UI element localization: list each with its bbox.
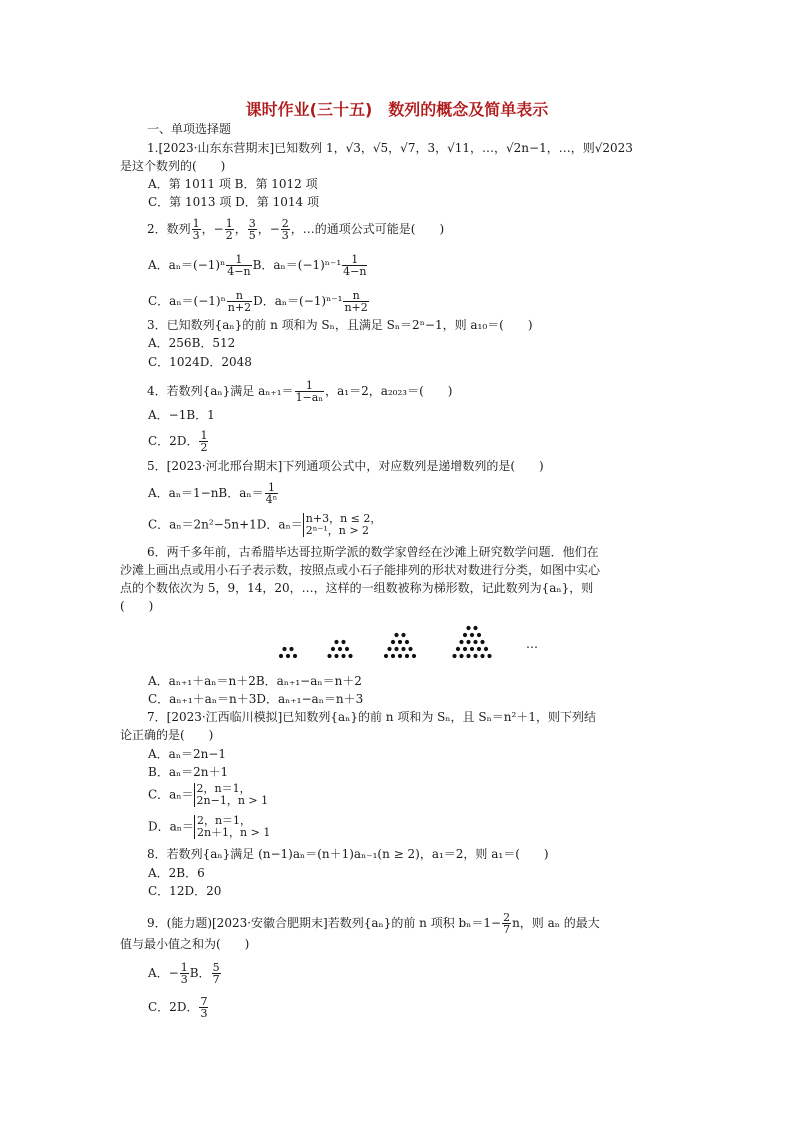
q7-option-a: A．aₙ＝2n−1 [148,747,227,761]
q6-line-4: ( ) [120,599,154,613]
section-heading: 一、单项选择题 [147,122,232,136]
q2-options-ab: A．aₙ＝(−1)ⁿ $\frac{1}{4-n}$ B．aₙ＝(−1)ⁿ⁻¹ $\frac{1}{4-n}$ [148,253,367,278]
figure-dot [408,647,412,651]
figure-dot [473,640,477,644]
figure-dot [477,633,481,637]
q7-optC-piecewise: 2，n＝1， 2n−1，n > 1 [194,783,269,807]
figure-dot [341,654,345,658]
figure-dot [452,654,456,658]
q2-optA-fraction: $\frac{1}{4-n}$ [227,253,251,278]
q7-line-2: 论正确的是( ) [120,728,214,742]
q9-fraction: $\frac{2}{7}$ [503,911,511,936]
q9-line-1: 9．(能力题)[2023·安徽合肥期末]若数列{aₙ}的前 n 项积 bₙ＝1− $\frac{2}{7}$ n，则 aₙ 的最大 [147,911,600,936]
figure-dot [394,647,398,651]
figure-dot [401,647,405,651]
figure-dot [398,640,402,644]
figure-dot [480,640,484,644]
figure-dot [391,640,395,644]
q2-fraction-2: $\frac{1}{2}$ [225,217,233,242]
figure-dot [394,633,398,637]
q2-fraction-1: $\frac{1}{3}$ [192,217,200,242]
figure-dot [387,647,391,651]
figure-dot [293,654,297,658]
q3-options-ab: A．256B．512 [148,336,236,350]
q2-optC-fraction: $\frac{n}{n+2}$ [227,289,252,314]
q1-options-ab: A．第 1011 项 B．第 1012 项 [148,177,318,191]
figure-dot [463,633,467,637]
q9-line-2: 值与最小值之和为( ) [120,937,250,951]
q5-options-ab: A．aₙ＝1−nB．aₙ＝ $\frac{1}{\text{4ⁿ}}$ [148,481,278,506]
figure-dot [459,654,463,658]
figure-dot [487,654,491,658]
figure-dot [484,647,488,651]
q2-stem: 2．数列 $\frac{1}{3}$ ，− $\frac{1}{2}$ ， $\frac{3}{5}$ ，− $\frac{2}{3}$ ，…的通项公式可能是( ) [147,217,445,242]
q3-options-cd: C．1024D．2048 [148,355,252,369]
q6-line-2: 沙滩上画出点或用小石子表示数，按照点或小石子能排列的形状对数进行分类，如图中实心 [120,563,601,577]
q2-fraction-3: $\frac{3}{5}$ [248,217,256,242]
q2-optD-fraction: $\frac{n}{n+2}$ [344,289,368,314]
figure-dot [348,654,352,658]
figure-dot [470,647,474,651]
q2-optB-fraction: $\frac{1}{4-n}$ [343,253,367,278]
q8-stem: 8．若数列{aₙ}满足 (n−1)aₙ＝(n＋1)aₙ₋₁(n ≥ 2)，a₁＝2，则 a₁＝( ) [147,847,549,861]
q4-options-cd: C．2D． $\frac{1}{2}$ [148,429,208,454]
figure-dot [334,654,338,658]
figure-dot [401,633,405,637]
q8-options-cd: C．12D．20 [148,884,222,898]
figure-dot [477,647,481,651]
figure-dot [282,647,286,651]
figure-dot [466,626,470,630]
q4-optD-fraction: $\frac{1}{2}$ [200,429,208,454]
q5-stem: 5．[2023·河北邢台期末]下列通项公式中，对应数列是递增数列的是( ) [147,459,544,473]
q9-options-cd: C．2D． $\frac{7}{3}$ [148,995,208,1020]
figure-dot [345,647,349,651]
q6-line-3: 点的个数依次为 5，9，14，20，…，这样的一组数被称为梯形数，记此数列为{aₙ}，则 [120,581,594,595]
q1-stem-cont: 是这个数列的( ) [120,159,226,173]
q7-option-d: D．aₙ＝ 2，n＝1， 2n＋1，n > 1 [148,814,271,839]
q3-stem: 3．已知数列{aₙ}的前 n 项和为 Sₙ，且满足 Sₙ＝2ⁿ−1，则 a₁₀＝( ) [147,318,533,332]
figure-dot [384,654,388,658]
figure-dot [463,647,467,651]
q6-options-ab: A．aₙ₊₁＋aₙ＝n＋2B．aₙ₊₁−aₙ＝n＋2 [148,674,362,688]
q2-stem-lead: 2．数列 [147,222,191,236]
figure-dot [473,626,477,630]
q5-piecewise: n+3，n ≤ 2， 2ⁿ⁻¹，n > 2 [303,513,382,537]
q4-fraction: $\frac{1}{\text{1−aₙ}}$ [295,379,324,404]
q5-options-cd: C．aₙ＝2n²−5n+1D．aₙ＝ n+3，n ≤ 2， 2ⁿ⁻¹，n > 2 [148,512,382,537]
figure-dot [289,647,293,651]
q2-options-cd: C．aₙ＝(−1)ⁿ $\frac{n}{n+2}$ D．aₙ＝(−1)ⁿ⁻¹ $\frac{n}{n+2}$ [148,289,368,314]
figure-dot [459,640,463,644]
figure-dot [473,654,477,658]
figure-dot [391,654,395,658]
q6-options-cd: C．aₙ₊₁＋aₙ＝n＋3D．aₙ₊₁−aₙ＝n＋3 [148,692,364,706]
trapezoid-number-figure [270,616,570,666]
figure-dot [286,654,290,658]
q9-optD-fraction: $\frac{7}{3}$ [200,995,208,1020]
figure-dot [331,647,335,651]
q4-options-ab: A．−1B．1 [148,408,215,422]
q9-optA-fraction: $\frac{1}{3}$ [180,961,188,986]
figure-dot [412,654,416,658]
figure-dot [338,647,342,651]
q9-optB-fraction: $\frac{5}{7}$ [212,961,220,986]
figure-ellipsis: … [526,637,538,651]
figure-dot [405,654,409,658]
figure-dot [334,640,338,644]
figure-dot [466,640,470,644]
q4-stem: 4．若数列{aₙ}满足 aₙ₊₁＝ $\frac{1}{\text{1−aₙ}}$ ，a₁＝2，a₂₀₂₃＝( ) [147,379,453,404]
q7-optD-piecewise: 2，n＝1， 2n＋1，n > 1 [194,815,270,839]
figure-dot [456,647,460,651]
q8-options-ab: A．2B．6 [148,866,205,880]
figure-dot [279,654,283,658]
figure-dot [327,654,331,658]
q5-optB-fraction: $\frac{1}{\text{4ⁿ}}$ [265,481,278,506]
q7-option-b: B．aₙ＝2n＋1 [148,765,229,779]
figure-dot [341,640,345,644]
q1-stem: 1.[2023·山东东营期末]已知数列 1，√3，√5，√7，3，√11，…，√2n−1，…，则√2023 [147,141,633,155]
page-title: 课时作业(三十五) 数列的概念及简单表示 [245,100,549,119]
q7-option-c: C．aₙ＝ 2，n＝1， 2n−1，n > 1 [148,782,269,807]
figure-dot [466,654,470,658]
q2-stem-tail: ，…的通项公式可能是( ) [290,222,445,236]
figure-dot [405,640,409,644]
q2-fraction-4: $\frac{2}{3}$ [281,217,289,242]
q7-line-1: 7．[2023·江西临川模拟]已知数列{aₙ}的前 n 项和为 Sₙ，且 Sₙ＝n²＋1，则下列结 [147,710,596,724]
q6-line-1: 6．两千多年前，古希腊毕达哥拉斯学派的数学家曾经在沙滩上研究数学问题．他们在 [147,545,599,559]
figure-dot [470,633,474,637]
figure-dot [398,654,402,658]
figure-dot [480,654,484,658]
q1-options-cd: C．第 1013 项 D．第 1014 项 [148,195,319,209]
q9-options-ab: A．− $\frac{1}{3}$ B． $\frac{5}{7}$ [148,961,220,986]
